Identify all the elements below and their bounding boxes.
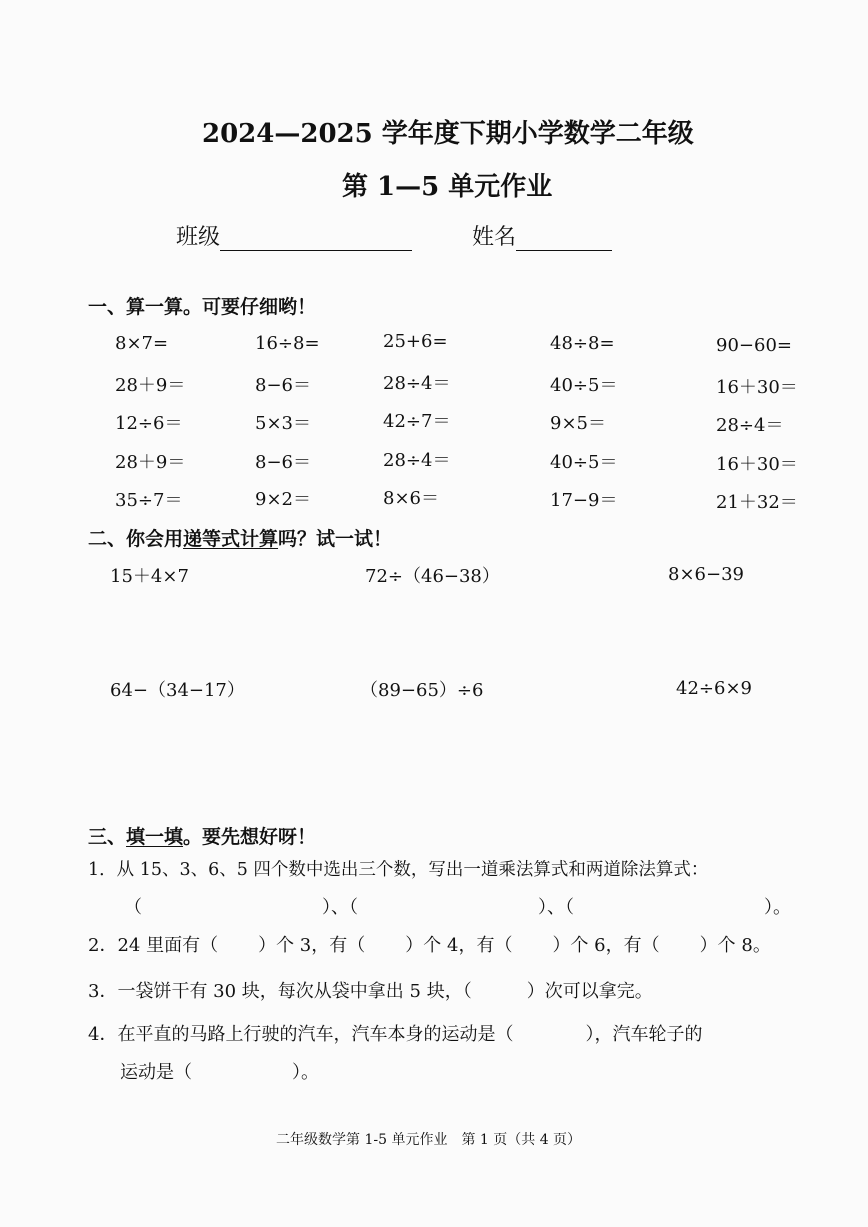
q4-pre: 4．在平直的马路上行驶的汽车，汽车本身的运动是（ [88,1024,514,1045]
calc-item: 21＋32＝ [716,492,798,513]
question-3 [88,983,653,1001]
expression-item: （89−65）÷6 [360,680,484,701]
q2-part: ）个 6，有（ [552,935,660,956]
name-blank[interactable] [516,228,612,251]
calc-item: 40÷5＝ [550,375,618,396]
section1-heading [88,292,316,319]
calc-item: 35÷7＝ [115,490,183,511]
page-footer: 二年级数学第 1-5 单元作业 第 1 页（共 4 页） [276,1132,582,1148]
calc-item: 28÷4＝ [383,450,451,471]
question-4 [88,1026,702,1044]
q1-sep-2: ）、（ [538,897,574,918]
section3-title-post: 。要先想好呀！ [183,826,317,848]
q2-part: ）个 3，有（ [258,935,366,956]
q2-part: ）个 4，有（ [405,935,513,956]
calc-item: 8−6＝ [255,375,311,396]
calc-item: 16÷8= [255,333,320,354]
expression-item: 15＋4×7 [110,566,189,587]
calc-item: 17−9＝ [550,490,618,511]
section1-title: 算一算。可要仔细哟！ [126,296,317,318]
q4-mid: ），汽车轮子的 [585,1024,703,1045]
section2-number: 二、 [88,528,127,550]
calc-item: 90−60= [716,335,792,356]
name-field[interactable] [472,220,612,251]
q3-post: ）次可以拿完。 [526,981,653,1002]
calc-item: 28＋9＝ [115,452,186,473]
calc-item: 5×3＝ [255,413,311,434]
page-subtitle: 第 1—5 单元作业 [342,172,553,202]
question-1: 1．从 15、3、6、5 四个数中选出三个数，写出一道乘法算式和两道除法算式： [88,860,709,880]
calc-item: 25+6= [383,331,448,352]
calc-item: 8−6＝ [255,452,311,473]
calc-item: 12÷6＝ [115,413,183,434]
calc-item: 28÷4＝ [716,415,784,436]
q2-part: 2．24 里面有（ [88,935,219,956]
calc-item: 8×7= [115,333,169,354]
calc-item: 42÷7＝ [383,411,451,432]
class-field[interactable] [176,220,412,251]
calc-item: 48÷8= [550,333,615,354]
section1-number: 一、 [88,296,127,318]
section3-title-underlined: 填一填 [126,826,184,848]
q4-line2-pre: 运动是（ [120,1062,192,1083]
question-2 [88,937,771,955]
section2-title-post: 吗？试一试！ [278,528,393,550]
calc-item: 28＋9＝ [115,375,186,396]
section3-heading [88,822,316,849]
section3-number: 三、 [88,826,127,848]
class-blank[interactable] [220,228,412,251]
calc-item: 9×2＝ [255,489,311,510]
calc-item: 9×5＝ [550,413,606,434]
class-label: 班级 [176,225,221,250]
calc-item: 40÷5＝ [550,452,618,473]
q3-pre: 3．一袋饼干有 30 块，每次从袋中拿出 5 块，（ [88,981,472,1002]
question-1-answers [124,899,791,917]
q4-line2-post: ）。 [292,1062,319,1083]
calc-item: 28÷4＝ [383,373,451,394]
section2-title-underlined: 递等式计算 [183,528,279,550]
expression-item: 8×6−39 [668,564,744,585]
calc-item: 16＋30＝ [716,454,798,475]
q1-open-paren: （ [124,897,142,918]
expression-item: 64−（34−17） [110,680,245,701]
q1-end: ）。 [764,897,791,918]
calc-item: 8×6＝ [383,488,439,509]
calc-item: 16＋30＝ [716,377,798,398]
name-label: 姓名 [472,225,517,250]
question-4-line2 [120,1064,319,1082]
expression-item: 72÷（46−38） [365,566,500,587]
expression-item: 42÷6×9 [676,678,752,699]
q2-part: ）个 8。 [699,935,771,956]
section2-heading [88,524,392,551]
section2-title-pre: 你会用 [126,528,184,550]
q1-sep-1: ）、（ [322,897,358,918]
page-title: 2024—2025 学年度下期小学数学二年级 [202,119,694,149]
